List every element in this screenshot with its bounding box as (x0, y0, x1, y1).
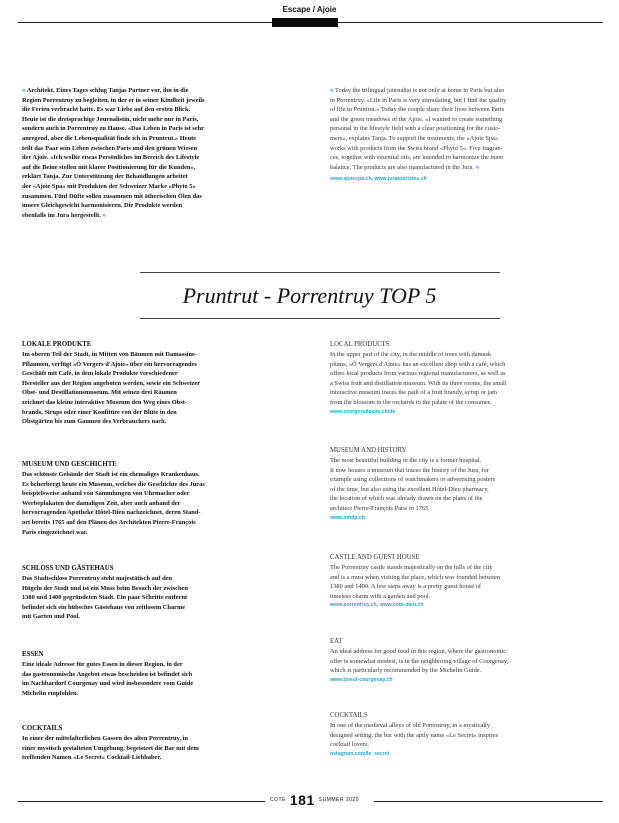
footer-rule-right (374, 801, 603, 802)
top5-en-link[interactable]: www.boeuf-courgenay.ch (330, 676, 393, 683)
intro-link[interactable]: www.ajoiespa.ch, www.juratourisme.ch (330, 176, 427, 183)
intro-en-line: of life in Pruntrut.» Today the couple share their lives between Paris (330, 106, 505, 114)
footer-magazine: COTE (270, 797, 286, 803)
header-bar (272, 18, 338, 27)
top5-de-title: COCKTAILS (22, 725, 63, 732)
top5-de-body: Das Stadtschloss Porrentruy steht majestätisch auf den Hügeln der Stadt und ist ein Muss beim Besuch der zwischen 1380 und 1400 gegründeten Stadt. Ein paar Schritte entfernt befindet sich ein hübsches Gästehaus von zeitlosem Charme mit Garten und Pool. (22, 575, 188, 621)
intro-en-line-0: » Today the trilingual journalist is not only at home in Paris but also (330, 87, 505, 94)
intro-de-line: auf die Beine stellen mit klarer Positionierung für die Kunden», (22, 163, 196, 171)
top5-en-title: MUSEUM AND HISTORY (330, 447, 407, 454)
top5-en-link[interactable]: www.porrentruy.ch, www.cote-dieu.ch (330, 602, 424, 609)
intro-en-line-last: balance. The products are also manufactured in the Jura. « (330, 163, 480, 171)
top5-de-body: Im oberen Teil der Stadt, in Mitten von Bäumen mit Damassine- Pflaumen, verfügt «Ô Vergers d'Ajoie» über ein hervorragendes Geschäft mit Café, in dem lokale Produkte verschiedener Hersteller aus der Region angeboten werden, sowie ein Schweizer Obst- und Destillationsmuseum. Mit seinen drei Räumen zeichnet das kleine interaktive Museum den Weg eines Obst- brands, Sirups oder einer Konfitüre von der Blüte in den Obstgärten bis zum Gaumen des Verbrauchers nach. (22, 351, 201, 426)
page-title: Pruntrut - Porrentruy TOP 5 (182, 283, 437, 308)
top5-de-title: LOKALE PRODUKTE (22, 341, 92, 348)
top5-de-title: ESSEN (22, 651, 44, 658)
top5-en-body: An ideal address for good food in this region, where the gastronomic offer is somewhat modest, is in the neighboring village of Courgenay, which is particularly recommended by the Michelin Guide. (330, 648, 509, 675)
top5-en-title: CASTLE AND GUEST HOUSE (330, 554, 420, 561)
intro-de-line-last: ebenfalls im Jura hergestellt. « (22, 211, 106, 219)
close-quote-mark: « (102, 211, 106, 219)
footer-rule-left (18, 801, 265, 802)
top5-de-body: Das schönste Gebäude der Stadt ist ein ehemaliges Krankenhaus. Es beherbergt heute ein Museum, welches die Geschichte des Juras beispielsweise anhand von Sammlungen von Uhrmacher oder Werbeplakaten der damaligen Zeit, aber auch anhand der hervorragenden Apotheke Hôtel-Dieu nachzeichnet, deren Stand- ort bereits 1765 auf den Plänen des Architekten Pierre-François Paris eingezeichnet war. (22, 471, 205, 536)
intro-de-line: die Ferien verbracht hatte. Es war Liebe auf den ersten Blick. (22, 106, 191, 114)
intro-en-line: and the green meadows of the Ajoie. «I wanted to create something (330, 115, 503, 123)
top5-en-title: LOCAL PRODUCTS (330, 341, 390, 348)
intro-en-line: in Porrentruy. «Life in Paris is very stimulating, but I find the quality (330, 96, 507, 104)
top5-de-body: In einer der mittelalterlichen Gassen des alten Porrentruy, in einer mystisch gestalteten Umgebung, begeistert die Bar mit dem treffenden Namen «Le Secret» Cocktail-Liebhaber. (22, 735, 199, 762)
intro-en-line: works with products from the Swiss brand «Phyto 5». Five fragran- (330, 144, 503, 152)
top5-de-item (22, 724, 312, 763)
section-label: Escape / Ajoie (282, 5, 337, 14)
top5-de-item (22, 650, 312, 698)
intro-german (22, 86, 312, 220)
top5-en-body: In one of the medieval alleys of old Porrentruy, in a mystically designed setting, the bar with the aptly name «Le Secret» inspires cocktail lovers. (330, 722, 499, 749)
top5-en-link[interactable]: www.overgersdajoie.ch/de (330, 408, 396, 415)
top5-en-item (330, 446, 605, 523)
intro-en-line: mers», explains Tanja. To support the treatments, the «Ajoie Spa» (330, 134, 499, 142)
intro-en-line: ces, together with essential oils, are intended to harmonize the inner (330, 154, 504, 162)
intro-de-line: zusammen. Fünf Düfte sollen zusammen mit ätherischen Ölen das (22, 192, 202, 200)
footer-issue: SUMMER 2020 (318, 797, 359, 803)
top5-de-item (22, 460, 312, 537)
intro-de-line: der Ajoie. «Ich wollte etwas Persönliches im Bereich des Lifestyle (22, 154, 200, 162)
top5-de-title: MUSEUM UND GESCHICHTE (22, 461, 117, 468)
intro-en-line: personal in the lifestyle field with a clear positioning for the custo- (330, 125, 501, 133)
intro-de-line: innere Gleichgewicht harmonisieren. Die Produkte werden (22, 202, 183, 210)
intro-de-line: anregend, aber die Lebensqualität finde ich in Pruntrut.» Heute (22, 134, 197, 142)
top5-en-body: The Porrentruy castle stands majestically on the hills of the city and is a must when visiting the place, which was founded between 1380 and 1400. A few steps away is a pretty guest house of timeless charm with a garden and pool. (330, 564, 501, 600)
top5-en-item (330, 711, 605, 759)
intro-english (330, 86, 605, 185)
open-quote-mark: » (330, 87, 334, 94)
top5-de-body: Eine ideale Adresse für gutes Essen in dieser Region, in der das gastronomische Angebot etwas bescheiden ist befindet sich im Nachbardorf Courgenay und wird insbesondere vom Guide Michelin empfohlen. (22, 661, 194, 697)
top5-en-link[interactable]: www.mhdp.ch (330, 514, 365, 521)
top5-en-title: COCKTAILS (330, 712, 368, 719)
intro-de-line: Heute ist die dreisprachige Journalistin, nicht mehr nur in Paris, (22, 115, 199, 123)
page-number: 181 (289, 792, 315, 808)
top5-de-title: SCHLOSS UND GÄSTEHAUS (22, 565, 114, 572)
top5-de-item (22, 564, 312, 622)
intro-de-line: Region Porrentruy zu begleiten, in der er in seiner Kindheit jeweils (22, 96, 205, 104)
top5-en-body: The most beautiful building in the city is a former hospital. It now houses a museum that traces the history of the Jura, for example using collections of watchmakers or advertising posters of the time, but also using the excellent Hôtel-Dieu pharmacy, the location of which was already drawn on the plans of the architect Pierre-François Paris in 1765. (330, 457, 496, 512)
close-quote-mark: « (475, 163, 480, 171)
intro-de-line-0: » Architekt. Eines Tages schlug Tanjas Partner vor, ihn in die (22, 87, 189, 94)
intro-de-line: der «Ajoie Spa» mit Produkten der Schweizer Marke «Phyto 5» (22, 182, 196, 190)
top5-en-link[interactable]: nstagram.com/le_secret (330, 750, 390, 757)
top5-en-title: EAT (330, 638, 343, 645)
intro-de-line: sondern auch in Porrentruy zu Hause. «Das Leben in Paris ist sehr (22, 125, 205, 133)
top5-en-item (330, 637, 605, 685)
intro-de-line: erklärt Tanja. Zur Unterstützung der Behandlungen arbeitet (22, 173, 188, 181)
top5-en-body: In the upper part of the city, in the middle of trees with damask plums, «Ô Vergers d'Ajoie» has an excellent shop with a café, which offers local products from various regional manufacturers, as well as a Swiss fruit and distillation museum. With its three rooms, the small interactive museum traces the path of a fruit brandy, syrup or jam from the blossom in the orchards to the palate of the consumer. (330, 351, 507, 406)
top5-en-item (330, 553, 605, 611)
top5-de-item (22, 340, 312, 427)
intro-de-line: teilt das Paar sein Leben zwischen Paris und den grünen Wiesen (22, 144, 198, 152)
open-quote-mark: » (22, 87, 26, 94)
top5-en-item (330, 340, 605, 417)
headline-rule-bottom (140, 318, 500, 319)
headline-rule-top (140, 272, 500, 273)
page-footer (270, 792, 359, 808)
